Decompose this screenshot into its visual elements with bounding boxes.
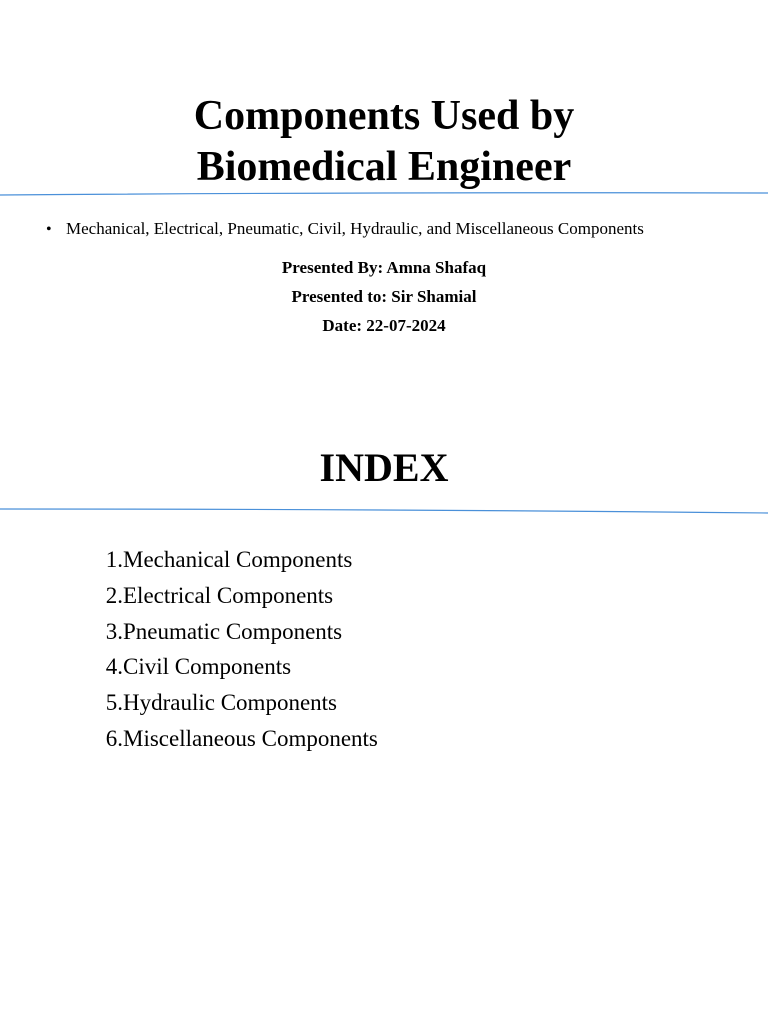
index-item-label: Electrical Components xyxy=(123,582,334,608)
title-divider-line xyxy=(0,193,768,195)
index-item-label: Civil Components xyxy=(123,654,292,680)
index-divider xyxy=(0,504,768,516)
index-item-number: 2. xyxy=(105,582,123,608)
index-item-electrical xyxy=(96,578,378,614)
index-item-number: 5. xyxy=(105,690,123,716)
slide-title-line-2: Biomedical Engineer xyxy=(196,144,572,190)
index-item-pneumatic xyxy=(96,614,378,650)
presented-to: Presented to: Sir Shamial xyxy=(291,287,477,306)
index-heading: INDEX xyxy=(319,445,449,490)
slide-title-line-1: Components Used by xyxy=(193,93,575,139)
index-item-hydraulic xyxy=(96,685,378,721)
subtitle-bullet xyxy=(46,218,644,241)
index-item-label: Miscellaneous Components xyxy=(123,725,378,751)
index-item-number: 3. xyxy=(105,618,123,644)
presentation-date: Date: 22-07-2024 xyxy=(322,316,446,335)
bullet-dot-icon: • xyxy=(46,221,52,238)
index-item-label: Pneumatic Components xyxy=(123,618,343,644)
index-item-number: 4. xyxy=(105,654,123,680)
index-item-label: Hydraulic Components xyxy=(123,690,337,716)
index-item-mechanical xyxy=(96,542,378,578)
index-divider-line xyxy=(0,509,768,513)
index-item-civil xyxy=(96,649,378,685)
index-item-number: 1. xyxy=(105,547,123,572)
index-item-miscellaneous xyxy=(96,721,378,757)
title-divider xyxy=(0,188,768,200)
presented-by: Presented By: Amna Shafaq xyxy=(281,258,487,277)
subtitle-bullet-text: Mechanical, Electrical, Pneumatic, Civil, Hydraulic, and Miscellaneous Components xyxy=(66,219,644,238)
index-list xyxy=(96,542,378,757)
index-item-label: Mechanical Components xyxy=(123,547,353,572)
index-item-number: 6. xyxy=(105,725,123,751)
